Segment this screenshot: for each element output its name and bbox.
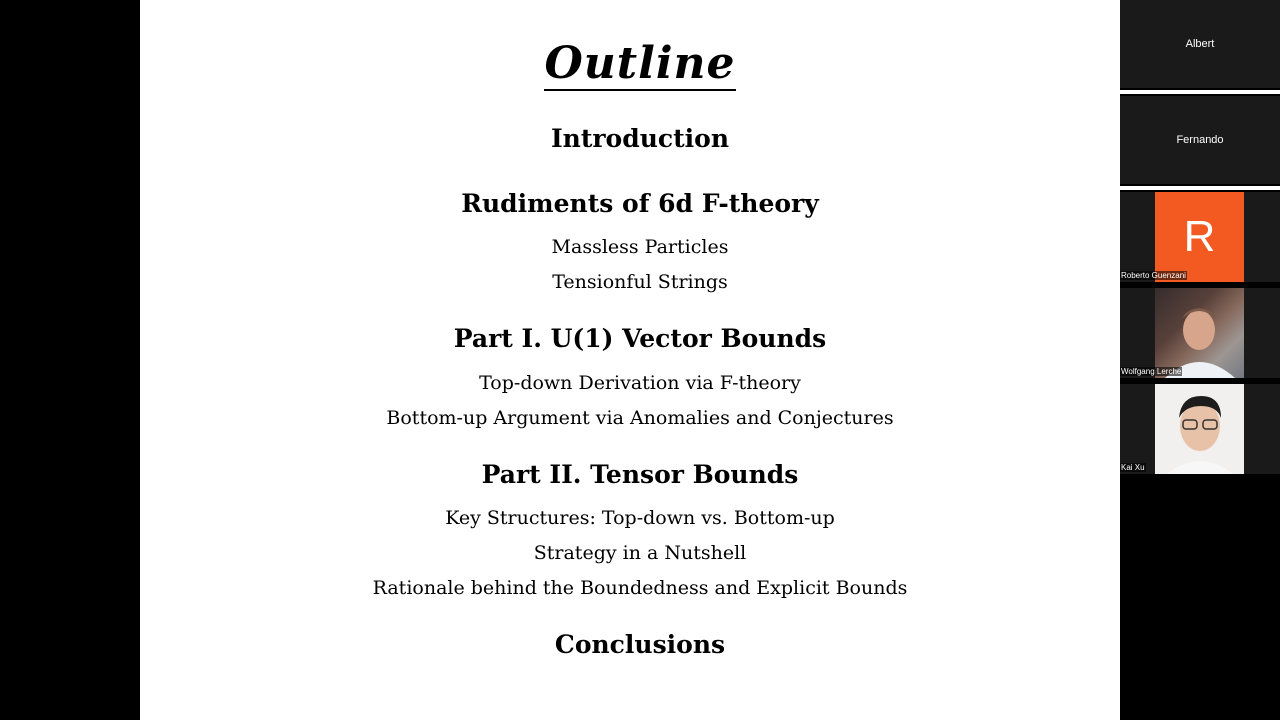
section-item: Tensionful Strings bbox=[552, 271, 728, 293]
slide bbox=[140, 0, 1140, 720]
section-item: Rationale behind the Boundedness and Explicit Bounds bbox=[372, 577, 908, 599]
section-heading: Introduction bbox=[550, 124, 730, 153]
section-item: Bottom-up Argument via Anomalies and Conjectures bbox=[386, 407, 894, 429]
participant-tile[interactable] bbox=[1120, 0, 1280, 88]
participant-video bbox=[1155, 384, 1244, 474]
participant-name: Kai Xu bbox=[1121, 463, 1145, 472]
section-item: Key Structures: Top-down vs. Bottom-up bbox=[445, 507, 835, 529]
participant-tile[interactable] bbox=[1120, 96, 1280, 184]
participant-avatar: R bbox=[1155, 192, 1244, 282]
tile-divider bbox=[1120, 90, 1280, 94]
section-item: Strategy in a Nutshell bbox=[533, 542, 747, 564]
slide-title: Outline bbox=[544, 38, 736, 89]
participants-panel bbox=[1120, 0, 1280, 720]
participant-tile[interactable] bbox=[1120, 288, 1280, 378]
section-heading: Part II. Tensor Bounds bbox=[481, 460, 799, 489]
participant-name: Roberto Guenzani bbox=[1121, 271, 1186, 280]
participant-video bbox=[1155, 288, 1244, 378]
section-item: Massless Particles bbox=[551, 236, 729, 258]
tile-divider bbox=[1120, 186, 1280, 190]
participant-tile[interactable] bbox=[1120, 384, 1280, 474]
section-heading: Part I. U(1) Vector Bounds bbox=[453, 324, 827, 353]
participant-name: Wolfgang Lerche bbox=[1121, 367, 1182, 376]
section-item: Top-down Derivation via F-theory bbox=[479, 372, 801, 394]
person-silhouette-icon bbox=[1155, 288, 1244, 378]
participant-tile[interactable] bbox=[1120, 192, 1280, 282]
person-silhouette-icon bbox=[1155, 384, 1244, 474]
section-heading: Conclusions bbox=[554, 630, 726, 659]
participant-name: Fernando bbox=[1176, 134, 1224, 146]
section-heading: Rudiments of 6d F-theory bbox=[461, 189, 819, 218]
participant-name: Albert bbox=[1185, 38, 1215, 50]
